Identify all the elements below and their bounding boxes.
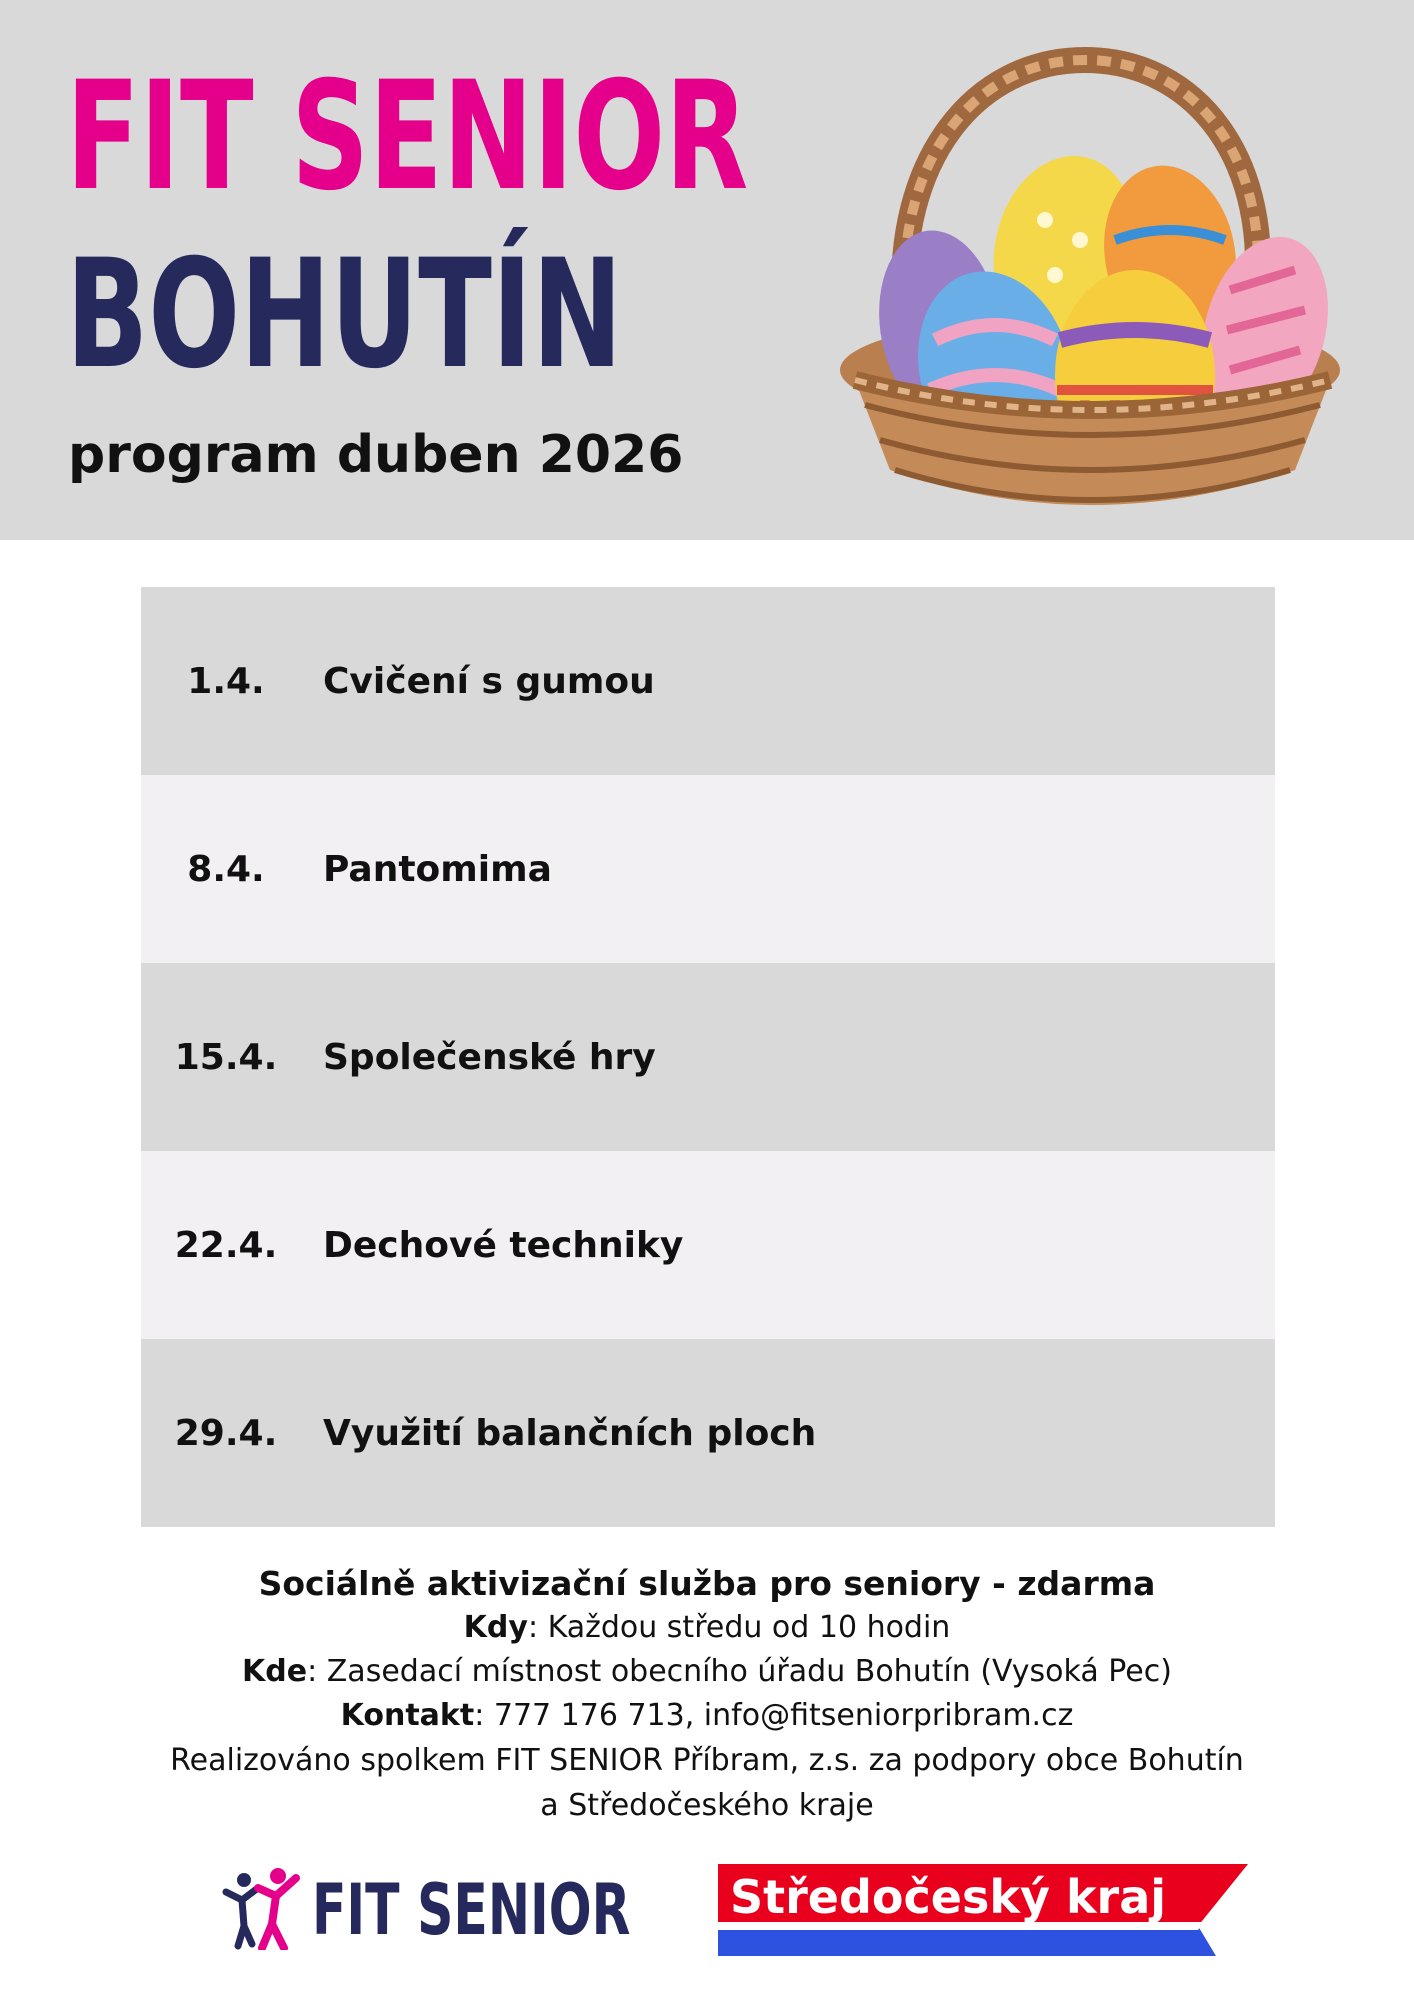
row-activity: Dechové techniky xyxy=(323,1224,684,1266)
table-row xyxy=(141,587,1275,775)
when-line xyxy=(0,1606,1414,1650)
row-date: 8.4. xyxy=(187,848,265,890)
schedule-table xyxy=(141,587,1275,1527)
row-date: 22.4. xyxy=(174,1224,278,1266)
people-figures-icon xyxy=(222,1866,306,1950)
table-row xyxy=(141,963,1275,1151)
row-date: 1.4. xyxy=(187,660,265,702)
row-activity: Společenské hry xyxy=(323,1036,656,1078)
row-date: 15.4. xyxy=(174,1036,278,1078)
table-row xyxy=(141,775,1275,963)
when-label: Kdy xyxy=(463,1610,528,1645)
header-banner xyxy=(0,0,1414,540)
page-subtitle: program duben 2026 xyxy=(68,425,684,485)
contact-label: Kontakt xyxy=(340,1698,475,1733)
row-activity: Využití balančních ploch xyxy=(323,1412,817,1454)
fit-senior-logo xyxy=(222,1862,631,1954)
where-line xyxy=(0,1650,1414,1694)
easter-egg-basket-icon xyxy=(835,40,1355,540)
kraj-logo-text: Středočeský kraj xyxy=(729,1870,1167,1924)
contact-value: : 777 176 713, info@fitseniorpribram.cz xyxy=(474,1698,1074,1733)
contact-line xyxy=(0,1694,1414,1738)
info-section xyxy=(0,1562,1414,1828)
where-label: Kde xyxy=(242,1654,308,1689)
fit-senior-logo-text: FIT SENIOR xyxy=(312,1869,631,1951)
table-row xyxy=(141,1339,1275,1527)
service-headline: Sociálně aktivizační služba pro seniory - zdarma xyxy=(258,1564,1156,1603)
row-date: 29.4. xyxy=(174,1412,278,1454)
title-bohutin: BOHUTÍN xyxy=(66,228,623,402)
row-activity: Cvičení s gumou xyxy=(323,660,655,702)
table-row xyxy=(141,1151,1275,1339)
row-activity: Pantomima xyxy=(323,848,552,890)
stredocesky-kraj-logo xyxy=(718,1864,1248,1956)
title-fit-senior: FIT SENIOR xyxy=(66,50,749,224)
when-value: : Každou středu od 10 hodin xyxy=(527,1610,951,1645)
credit-text: Realizováno spolkem FIT SENIOR Příbram, z.s. za podpory obce Bohutín a Středočeského kraje xyxy=(170,1743,1244,1823)
where-value: : Zasedací místnost obecního úřadu Bohutín (Vysoká Pec) xyxy=(307,1654,1172,1689)
